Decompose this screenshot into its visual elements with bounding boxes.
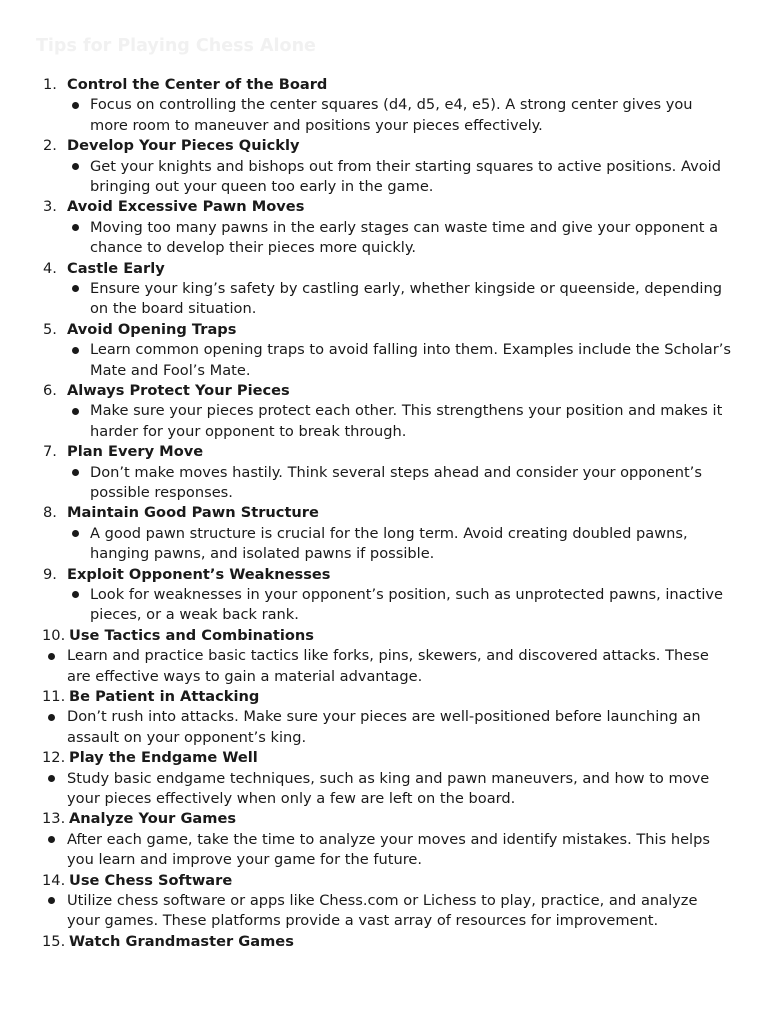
tip-title: Play the Endgame Well [69, 749, 258, 767]
tip-number: 12. [42, 749, 66, 767]
tip-title: Avoid Excessive Pawn Moves [67, 198, 305, 216]
bullet-icon [48, 775, 55, 782]
tip-item [0, 626, 768, 687]
tip-text: A good pawn structure is crucial for the long term. Avoid creating doubled pawns, hanging pawns, and isolated pawns if possible. [90, 524, 688, 563]
tip-bullet [90, 95, 734, 136]
tip-heading [0, 809, 768, 829]
document-title: Tips for Playing Chess Alone [36, 36, 316, 56]
tip-number: 7. [43, 443, 57, 461]
tip-item [0, 259, 768, 320]
tip-text: Look for weaknesses in your opponent’s position, such as unprotected pawns, inactive pieces, or a weak back rank. [90, 586, 724, 624]
tip-item [0, 136, 768, 197]
tip-text: Don’t rush into attacks. Make sure your pieces are well-positioned before launching an assault on your opponent’s king. [67, 708, 701, 746]
tip-number: 1. [43, 76, 57, 93]
tip-heading [0, 259, 768, 279]
bullet-icon [72, 408, 79, 415]
tip-item [0, 197, 768, 258]
tip-text: Moving too many pawns in the early stages can waste time and give your opponent a chance to develop their pieces more quickly. [90, 218, 719, 257]
bullet-icon [48, 653, 55, 660]
tip-title: Use Tactics and Combinations [69, 626, 314, 644]
bullet-icon [72, 285, 79, 292]
tip-text: Learn and practice basic tactics like forks, pins, skewers, and discovered attacks. These are effective ways to gain a material advantage. [67, 647, 709, 685]
tip-item [0, 442, 768, 503]
tip-title: Always Protect Your Pieces [67, 382, 290, 400]
tip-heading [0, 197, 768, 217]
tip-heading [0, 320, 768, 340]
tip-text: Ensure your king’s safety by castling early, whether kingside or queenside, depending on the board situation. [90, 280, 722, 318]
tip-text: Learn common opening traps to avoid falling into them. Examples include the Scholar’s Mate and Fool’s Mate. [90, 341, 731, 379]
tip-bullet [67, 891, 715, 932]
tip-title: Analyze Your Games [69, 810, 237, 828]
tip-bullet [90, 524, 734, 565]
tip-number: 11. [42, 688, 66, 706]
tip-heading [0, 687, 768, 707]
tip-title: Use Chess Software [69, 871, 233, 889]
tip-bullet [67, 646, 715, 687]
tip-number: 13. [42, 810, 66, 828]
tip-text: Study basic endgame techniques, such as king and pawn maneuvers, and how to move your pieces effectively when only a few are left on the board. [67, 769, 710, 808]
tip-heading [0, 932, 768, 952]
tip-bullet [67, 769, 715, 810]
tip-title: Avoid Opening Traps [67, 320, 237, 338]
tip-item [0, 687, 768, 748]
bullet-icon [72, 102, 79, 109]
tip-bullet [67, 707, 715, 748]
tip-heading [0, 503, 768, 523]
tip-bullet [90, 585, 734, 626]
tip-heading [0, 381, 768, 401]
tip-text: Utilize chess software or apps like Chess.com or Lichess to play, practice, and analyze your games. These platforms provide a vast array of resources for improvement. [67, 892, 698, 930]
tip-item [0, 809, 768, 870]
tip-heading [0, 136, 768, 156]
tip-bullet [67, 830, 715, 871]
tip-bullet [90, 401, 734, 442]
tip-heading [0, 442, 768, 462]
tip-heading [0, 626, 768, 646]
tip-bullet [90, 218, 734, 259]
tip-heading [0, 871, 768, 891]
tip-number: 14. [42, 871, 66, 889]
tip-bullet [90, 279, 734, 320]
tip-number: 3. [43, 198, 57, 216]
tip-number: 6. [43, 382, 57, 400]
tip-text: Get your knights and bishops out from their starting squares to active positions. Avoid bringing out your queen too early in the game. [90, 157, 721, 195]
bullet-icon [72, 163, 79, 170]
tip-item [0, 748, 768, 809]
tip-item [0, 381, 768, 442]
tip-text: After each game, take the time to analyze your moves and identify mistakes. This helps you learn and improve your game for the future. [67, 830, 710, 869]
bullet-icon [48, 836, 55, 843]
tip-title: Exploit Opponent’s Weaknesses [67, 565, 331, 583]
tip-item [0, 932, 768, 952]
bullet-icon [72, 224, 79, 231]
tip-text: Don’t make moves hastily. Think several steps ahead and consider your opponent’s possible responses. [90, 463, 702, 502]
tip-title: Plan Every Move [67, 443, 204, 461]
bullet-icon [72, 347, 79, 354]
tip-title: Maintain Good Pawn Structure [67, 504, 319, 522]
bullet-icon [48, 714, 55, 721]
tip-number: 15. [42, 932, 66, 950]
tip-text: Make sure your pieces protect each other. This strengthens your position and makes it harder for your opponent to break through. [90, 402, 723, 440]
tip-item [0, 320, 768, 381]
tips-list [0, 75, 768, 952]
tip-number: 9. [43, 565, 57, 583]
tip-number: 8. [43, 504, 57, 522]
tip-bullet [90, 340, 734, 381]
tip-title: Develop Your Pieces Quickly [67, 137, 300, 155]
tip-title: Control the Center of the Board [67, 76, 328, 93]
tip-heading [0, 75, 768, 95]
tip-number: 4. [43, 259, 57, 277]
tip-item [0, 503, 768, 564]
tip-text: Focus on controlling the center squares (d4, d5, e4, e5). A strong center gives you more room to maneuver and positions your pieces effectively. [90, 96, 693, 134]
tip-number: 5. [43, 320, 57, 338]
tip-item [0, 565, 768, 626]
tip-number: 2. [43, 137, 57, 155]
tip-bullet [90, 157, 734, 198]
bullet-icon [48, 897, 55, 904]
bullet-icon [72, 530, 79, 537]
tip-title: Be Patient in Attacking [69, 688, 260, 706]
tip-number: 10. [42, 626, 66, 644]
tip-title: Castle Early [67, 259, 165, 277]
tip-bullet [90, 463, 734, 504]
bullet-icon [72, 591, 79, 598]
bullet-icon [72, 469, 79, 476]
tip-heading [0, 748, 768, 768]
tip-item [0, 75, 768, 136]
tip-item [0, 871, 768, 932]
tip-title: Watch Grandmaster Games [69, 932, 294, 950]
tip-heading [0, 565, 768, 585]
